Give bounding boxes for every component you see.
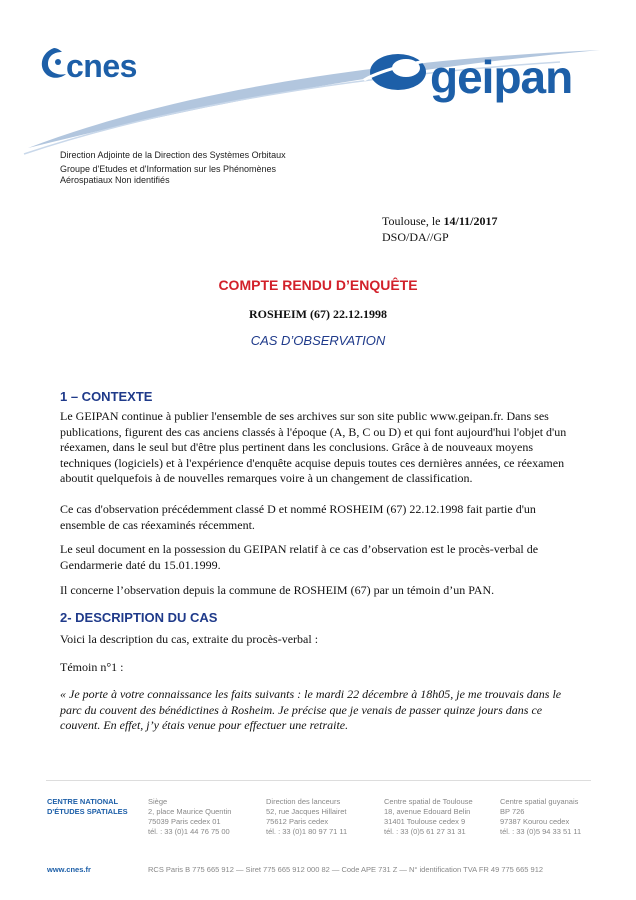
document-type: CAS D’OBSERVATION <box>250 333 386 348</box>
footer-org-line-1: CENTRE NATIONAL <box>47 797 119 806</box>
cnes-logo-text: cnes <box>66 48 137 84</box>
footer-col-line: tél. : 33 (0)5 61 27 31 31 <box>384 827 466 836</box>
document-meta <box>382 213 498 245</box>
footer-col-line: 52, rue Jacques Hillairet <box>266 807 347 816</box>
footer-col-guyane <box>500 797 581 837</box>
contexte-paragraph-1: Le GEIPAN continue à publier l'ensemble de ses archives sur son site public www.geipan.fr. Dans ses publications, figurent des cas anciens classés à l'époque (A, B, C ou D) et qui font aujourd'hui l'objet d'un réexamen, dans le seul but d'être plus pertinent dans les conclusions. Grâce à de nouveaux moyens techniques (logiciels) et à l'expérience d'enquête acquise depuis toutes ces dernières années, ce réexamen aboutit quelquefois à de nouvelles remarques voire à un changement de classification. <box>60 409 567 485</box>
footer-col-line: 97387 Kourou cedex <box>500 817 570 826</box>
footer-col-title: Centre spatial de Toulouse <box>384 797 473 806</box>
reference: DSO/DA//GP <box>382 230 449 244</box>
footer-website-link[interactable]: www.cnes.fr <box>47 865 91 874</box>
footer-org <box>47 797 128 817</box>
footer-col-toulouse <box>384 797 473 837</box>
section-heading-contexte: 1 – CONTEXTE <box>60 389 153 404</box>
footer-legal: RCS Paris B 775 665 912 — Siret 775 665 912 000 82 — Code APE 731 Z — N° identification TVA FR 49 775 665 912 <box>148 865 544 874</box>
witness-label: Témoin n°1 : <box>60 660 124 674</box>
footer-col-title: Direction des lanceurs <box>266 797 341 806</box>
org-line-2: Groupe d'Etudes et d'Information sur les Phénomènes <box>60 164 277 174</box>
description-paragraph: Voici la description du cas, extraite du procès-verbal : <box>60 632 319 646</box>
date: 14/11/2017 <box>443 214 498 228</box>
footer-col-line: tél. : 33 (0)1 80 97 71 11 <box>266 827 348 836</box>
org-line-1: Direction Adjointe de la Direction des Systèmes Orbitaux <box>60 150 286 160</box>
footer-col-line: 18, avenue Edouard Belin <box>384 807 471 816</box>
document-subtitle: ROSHEIM (67) 22.12.1998 <box>249 307 387 321</box>
footer-col-title: Centre spatial guyanais <box>500 797 579 806</box>
place-date-prefix: Toulouse, le <box>382 214 444 228</box>
document-title: COMPTE RENDU D’ENQUÊTE <box>218 277 418 293</box>
footer-col-title: Siège <box>148 797 168 806</box>
footer-col-line: 2, place Maurice Quentin <box>148 807 232 816</box>
footer-divider <box>46 780 591 781</box>
contexte-paragraph-2: Ce cas d'observation précédemment classé D et nommé ROSHEIM (67) 22.12.1998 fait partie d'un ensemble de cas réexaminés récemment. <box>60 502 536 532</box>
witness-quote: « Je porte à votre connaissance les faits suivants : le mardi 22 décembre à 18h05, je me trouvais dans le parc du couvent des bénédictines à Rosheim. Je précise que je venais de passer quinze jours dans ce couvent. En effet, j’y étais venue pour effectuer une retraite. <box>60 687 562 732</box>
section-heading-description: 2- DESCRIPTION DU CAS <box>60 610 218 625</box>
footer-col-line: tél. : 33 (0)1 44 76 75 00 <box>148 827 230 836</box>
contexte-paragraph-4: Il concerne l’observation depuis la commune de ROSHEIM (67) par un témoin d’un PAN. <box>60 583 495 597</box>
geipan-logo-icon <box>362 50 434 94</box>
place-date <box>382 213 498 229</box>
footer-col-line: 75039 Paris cedex 01 <box>148 817 221 826</box>
footer-col-line: 31401 Toulouse cedex 9 <box>384 817 466 826</box>
footer-col-line: 75612 Paris cedex <box>266 817 329 826</box>
footer-col-line: BP 726 <box>500 807 525 816</box>
footer-col-line: tél. : 33 (0)5 94 33 51 11 <box>500 827 582 836</box>
footer-col-lanceurs <box>266 797 347 837</box>
org-line-3: Aérospatiaux Non identifiés <box>60 175 170 185</box>
footer-col-siege <box>148 797 231 837</box>
contexte-paragraph-3: Le seul document en la possession du GEIPAN relatif à ce cas d’observation est le procès-verbal de Gendarmerie daté du 15.01.1999. <box>60 542 539 572</box>
geipan-logo-text: geipan <box>430 51 573 103</box>
footer-org-line-2: D'ÉTUDES SPATIALES <box>47 807 128 816</box>
